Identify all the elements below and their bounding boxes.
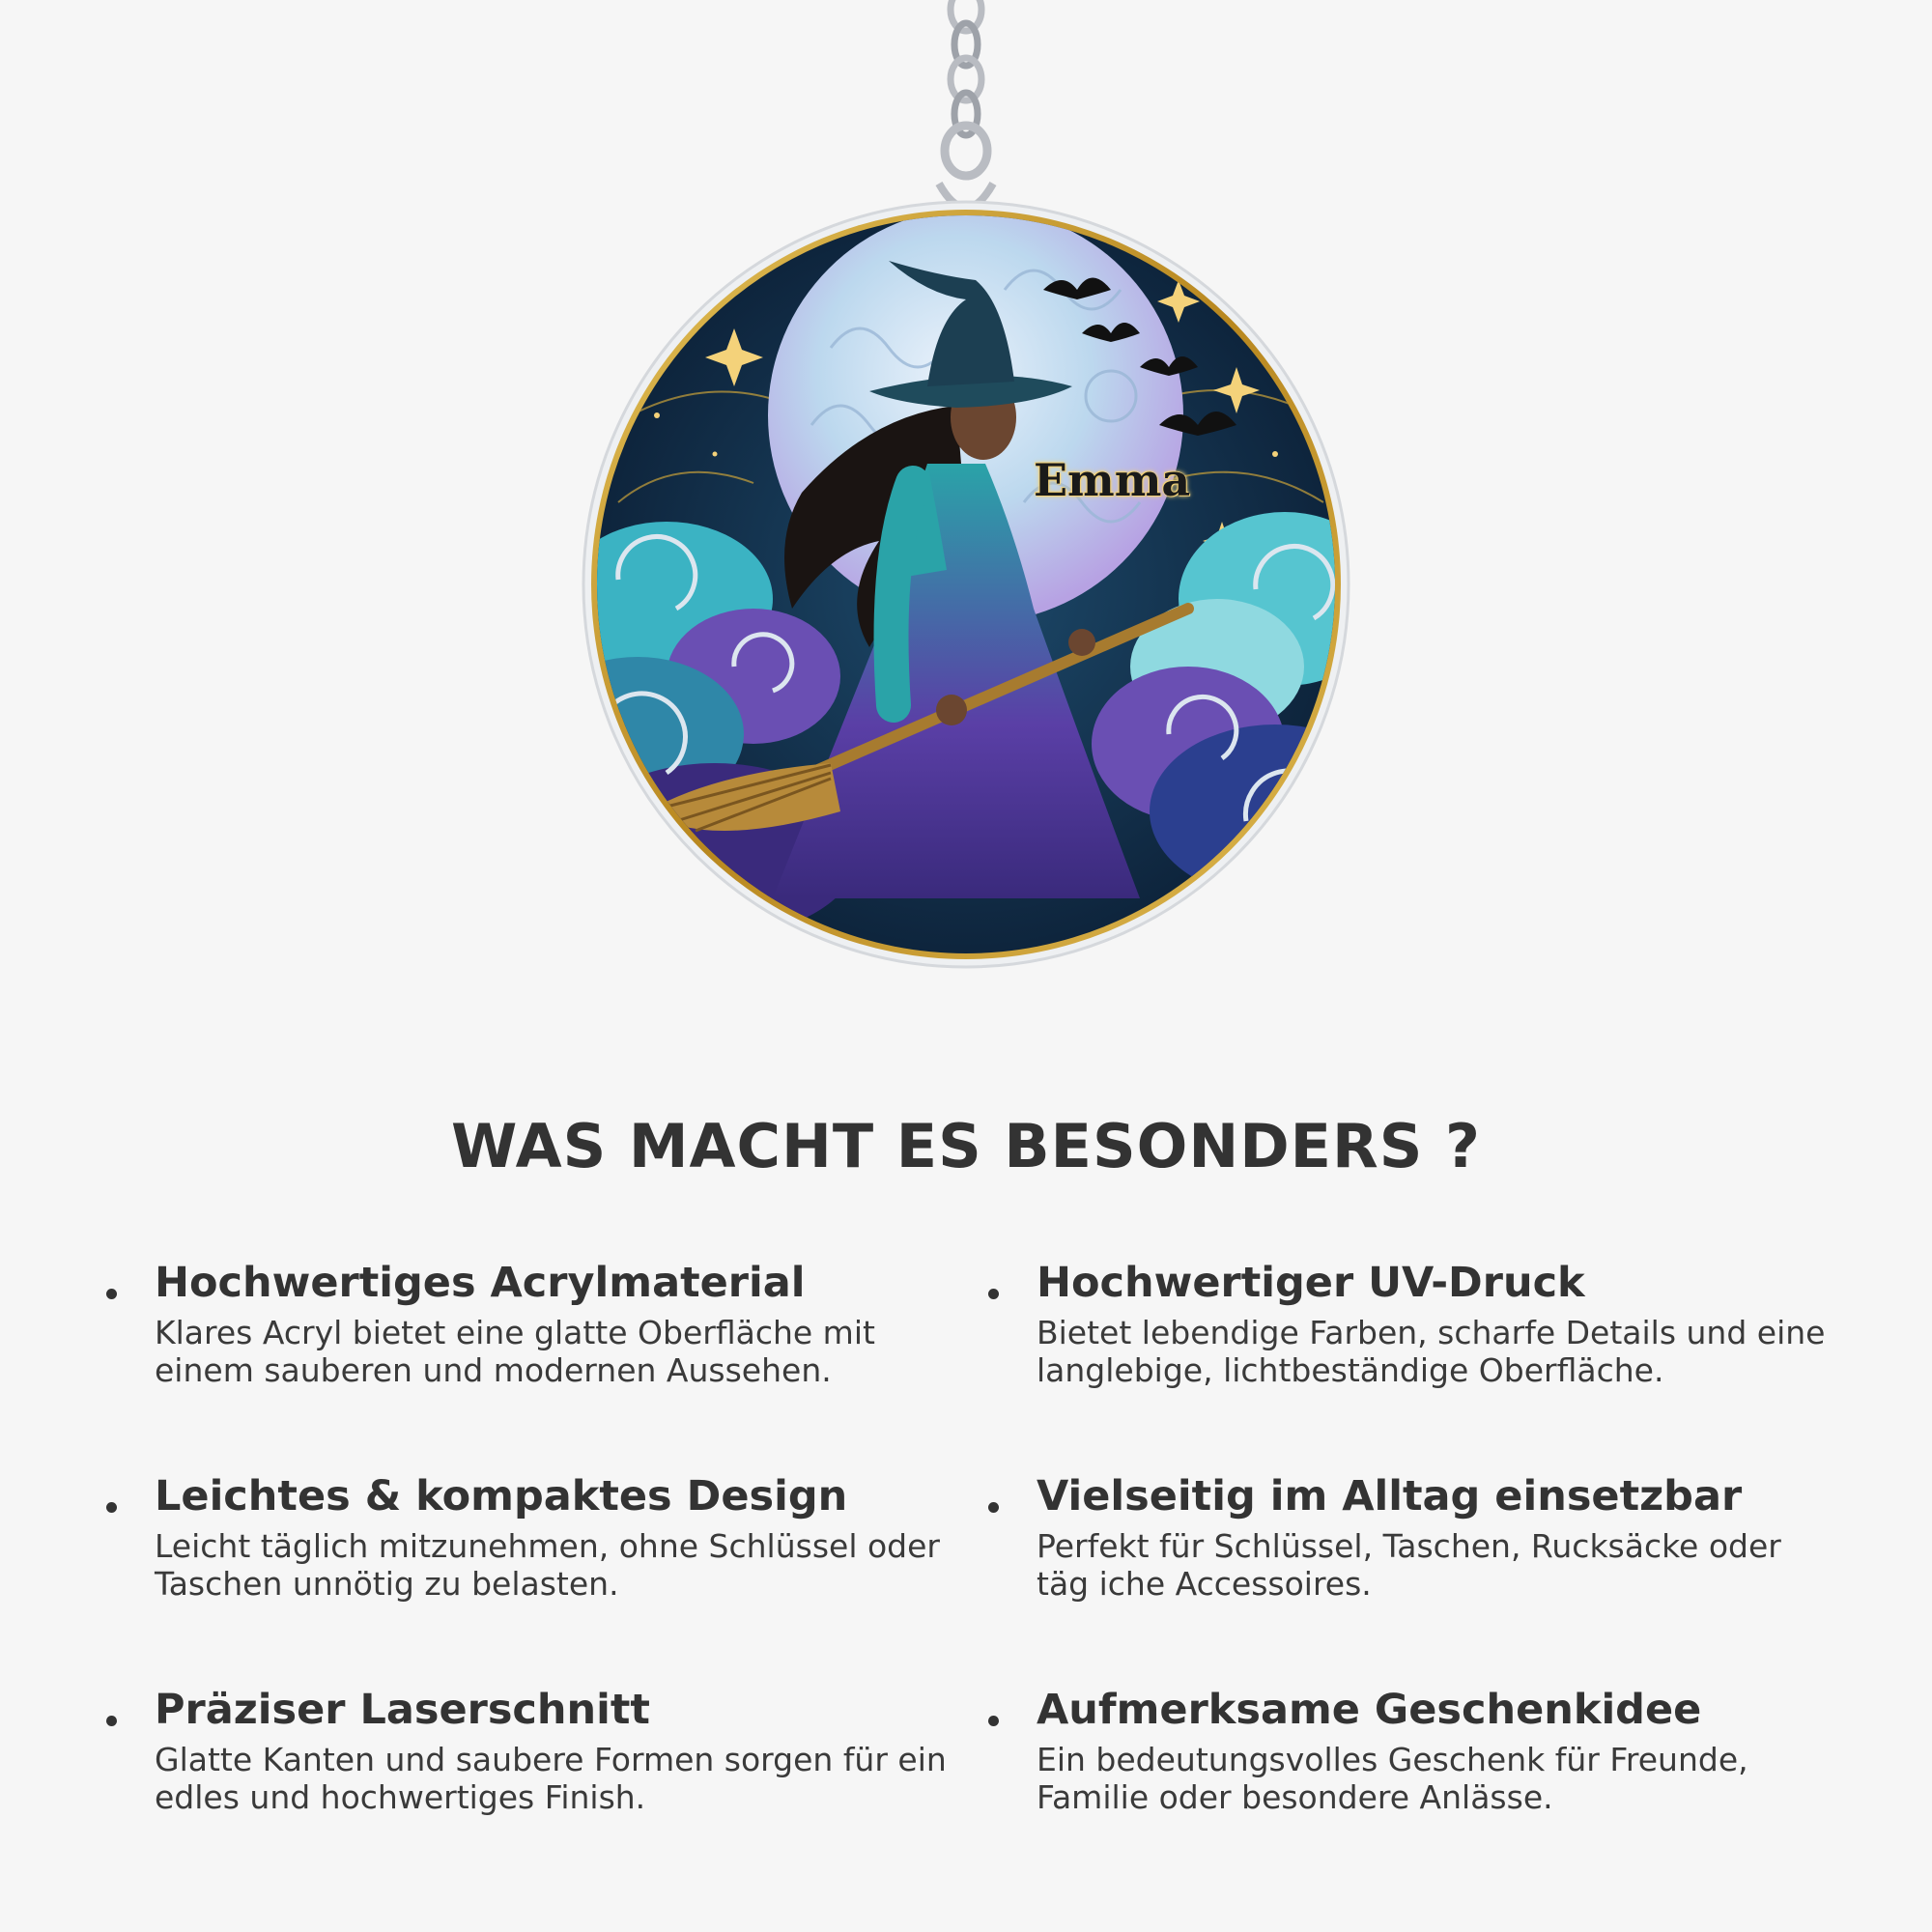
feature-item-laser-cut (106, 1683, 988, 1896)
feature-item-versatile (988, 1469, 1845, 1683)
feature-heading: Präziser Laserschnitt (155, 1686, 650, 1734)
feature-item-compact-design (106, 1469, 988, 1683)
feature-heading: Hochwertiges Acrylmaterial (155, 1259, 806, 1307)
feature-item-acrylic (106, 1256, 988, 1469)
feature-text: Klares Acryl bietet eine glatte Oberfläche mit einem sauberen und modernen Aussehen. (155, 1314, 875, 1389)
feature-heading: Vielseitig im Alltag einsetzbar (1037, 1472, 1743, 1520)
feature-text: Leicht täglich mitzunehmen, ohne Schlüssel oder Taschen unnötig zu belasten. (155, 1527, 940, 1603)
feature-heading: Aufmerksame Geschenkidee (1037, 1686, 1702, 1734)
section-title: WAS MACHT ES BESONDERS ? (451, 1111, 1481, 1181)
feature-text: Glatte Kanten und saubere Formen sorgen für ein edles und hochwertiges Finish. (155, 1741, 947, 1816)
feature-text: Perfekt für Schlüssel, Taschen, Rucksäcke oder täg iche Accessoires. (1037, 1527, 1781, 1603)
keychain-name: Emma (1034, 454, 1191, 506)
features-list (106, 1256, 1845, 1896)
feature-text: Ein bedeutungsvolles Geschenk für Freunde, Familie oder besondere Anlässe. (1037, 1741, 1748, 1816)
bullet-icon (106, 1502, 117, 1513)
feature-item-uv-print (988, 1256, 1845, 1469)
feature-text: Bietet lebendige Farben, scharfe Details und eine langlebige, lichtbeständige Oberfläche. (1037, 1314, 1826, 1389)
bullet-icon (106, 1716, 117, 1726)
feature-item-gift-idea (988, 1683, 1845, 1896)
bullet-icon (988, 1502, 999, 1513)
chain-icon (939, 0, 993, 208)
bullet-icon (106, 1289, 117, 1299)
bullet-icon (988, 1289, 999, 1299)
feature-heading: Hochwertiger UV-Druck (1037, 1259, 1585, 1307)
bullet-icon (988, 1716, 999, 1726)
feature-heading: Leichtes & kompaktes Design (155, 1472, 848, 1520)
